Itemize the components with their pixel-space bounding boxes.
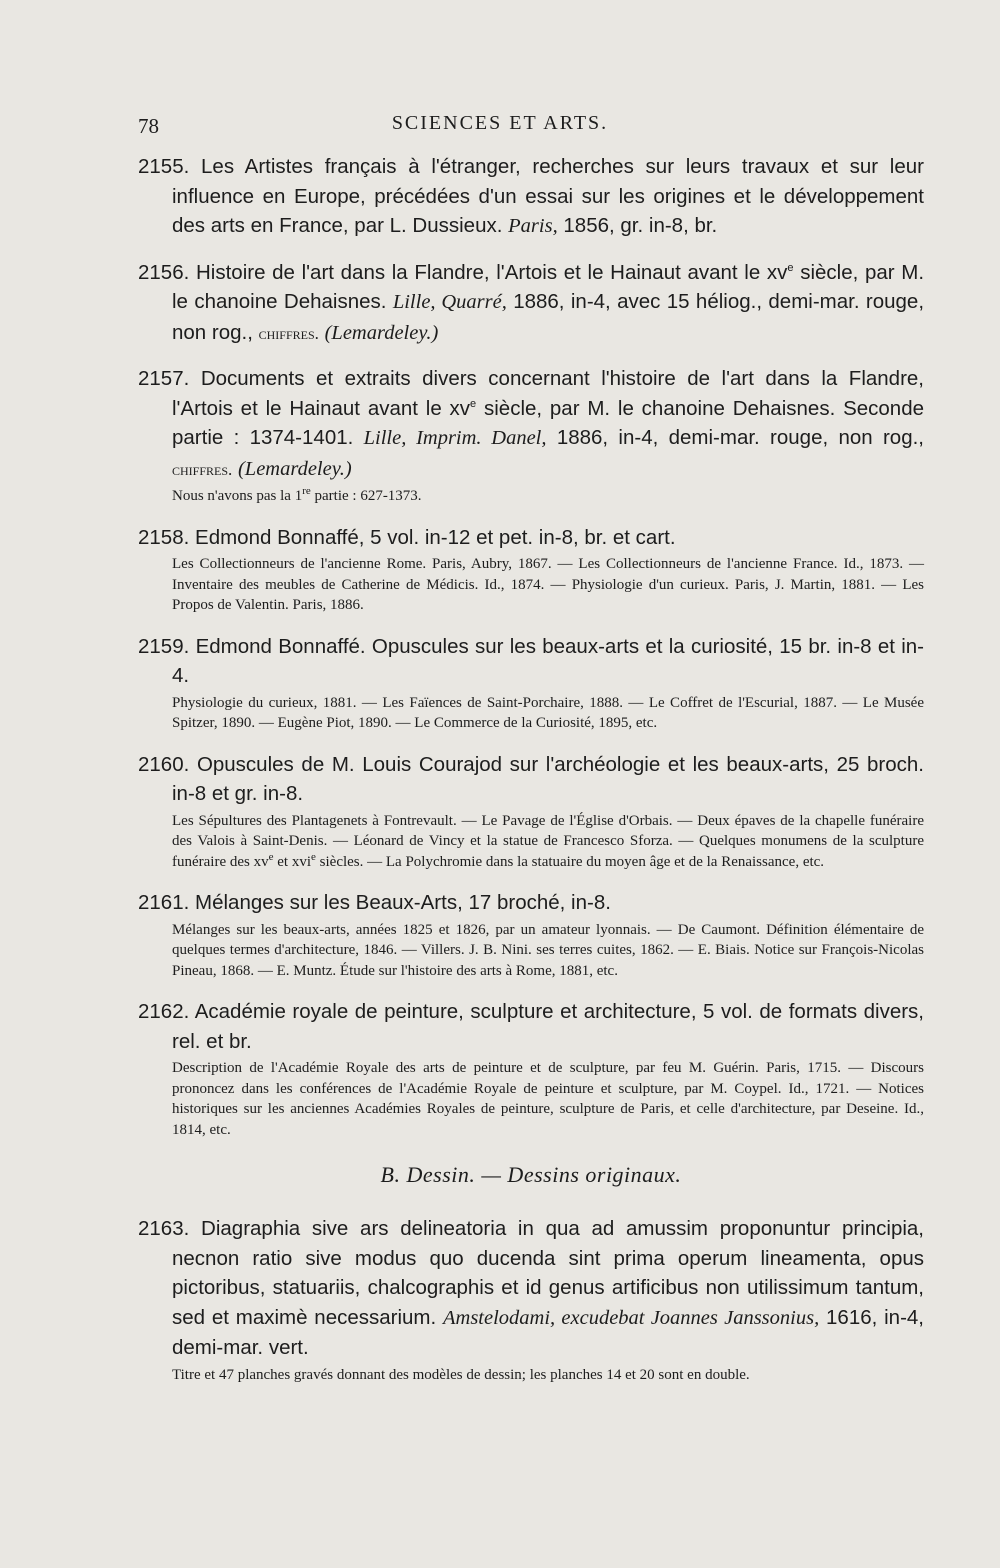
entry-place: Lille, Imprim. Danel, — [363, 427, 547, 449]
entry-2162 — [138, 997, 924, 1140]
entry-note — [138, 811, 924, 873]
entry-place: Lille, Quarré, — [392, 291, 507, 313]
section-heading: B. Dessin. — Dessins originaux. — [380, 1162, 682, 1187]
entry-note: Description de l'Académie Royale des arts de peinture et de sculpture, par feu M. Guérin. Paris, 1715. — Discours prononcez dans les conférences de l'Académie Royale de peinture et sculpture, par M. Coypel. Id., 1721. — Notices historiques sur les anciennes Académies Royales de peinture, sculpture de Paris, et celle d'architecture, par Deseine. Id., 1814, etc. — [172, 1060, 924, 1138]
entry-details: 1886, in-4, avec 15 héliog., demi-mar. rouge, non rog., — [172, 290, 925, 344]
entry-2157 — [138, 364, 924, 507]
binder-name: (Lemardeley.) — [324, 321, 439, 344]
entry-text: siècle, par M. le chanoine Dehaisnes. Seconde partie : 1374-1401. — [172, 396, 924, 449]
entry-title — [138, 888, 924, 918]
note-text: partie : 627-1373. — [314, 488, 422, 504]
entry-number: 2159. — [138, 634, 190, 658]
entry-title — [138, 523, 924, 553]
entry-note: Physiologie du curieux, 1881. — Les Faïences de Saint-Porchaire, 1888. — Le Coffret de l'Escurial, 1887. — Le Musée Spitzer, 1890. — Eugène Piot, 1890. — Le Commerce de la Curiosité, 1895, etc. — [172, 694, 924, 731]
page-header — [138, 112, 862, 142]
note-text: Les Sépultures des Plantagenets à Fontrevault. — Le Pavage de l'Église d'Orbais. — Deux épaves de la chapelle funéraire des Valois à Saint-Denis. — Léonard de Vincy et la statue de Francesco Sforza. — Quelques monumens de la sculpture funéraire des xv — [172, 812, 924, 870]
entry-text: Opuscules de M. Louis Courajod sur l'archéologie et les beaux-arts, 25 broch. in-8 et gr. in-8. — [172, 752, 924, 805]
small-caps-text: chiffres. — [258, 323, 319, 343]
entry-title — [138, 364, 924, 484]
entry-2155 — [138, 152, 924, 242]
entry-details: 1886, in-4, demi-mar. rouge, non rog., — [556, 426, 924, 449]
entry-number: 2155. — [138, 155, 190, 178]
superscript: re — [302, 485, 311, 497]
superscript: e — [470, 397, 477, 410]
entry-note — [138, 486, 924, 507]
entry-text: Les Artistes français à l'étranger, recherches sur leurs travaux et sur leur influence en Europe, précédées d'un essai sur les origines et le développement des arts en France, par L. Dussieux. — [172, 155, 924, 237]
entry-number: 2158. — [138, 525, 190, 549]
entry-title — [138, 750, 924, 809]
entry-place: Paris, — [508, 215, 558, 237]
entry-note: Mélanges sur les beaux-arts, années 1825 et 1826, par un amateur lyonnais. — De Caumont. Définition élémentaire de quelques termes d'architecture, 1846. — Villers. J. B. Nini. ses terres cuites, 1862. — E. Biais. Notice sur François-Nicolas Pineau, 1868. — E. Muntz. Étude sur l'histoire des arts à Rome, 1881, etc. — [172, 921, 924, 979]
entry-details: 1856, gr. in-8, br. — [563, 214, 718, 237]
entry-text: Edmond Bonnaffé. Opuscules sur les beaux-arts et la curiosité, 15 br. in-8 et in-4. — [172, 634, 924, 687]
superscript: e — [311, 850, 316, 863]
entry-number: 2157. — [138, 367, 190, 390]
entry-number: 2160. — [138, 752, 190, 776]
page-number: 78 — [138, 114, 159, 138]
entry-2158 — [138, 523, 924, 616]
entry-text: Académie royale de peinture, sculpture et architecture, 5 vol. de formats divers, rel. et br. — [172, 1000, 924, 1053]
entry-2161 — [138, 888, 924, 981]
entry-text: Mélanges sur les Beaux-Arts, 17 broché, in-8. — [195, 891, 611, 914]
entry-2160 — [138, 750, 924, 873]
entry-place: Amstelodami, excudebat Joannes Janssonius, — [443, 1306, 820, 1329]
running-title: SCIENCES ET ARTS. — [391, 112, 609, 134]
note-text: Nous n'avons pas la 1 — [172, 488, 303, 504]
note-text: et xvi — [277, 853, 312, 870]
entry-2156 — [138, 258, 924, 349]
entry-title — [138, 997, 924, 1056]
entry-2163 — [138, 1214, 924, 1385]
entry-number: 2156. — [138, 260, 190, 284]
entry-note: Titre et 47 planches gravés donnant des modèles de dessin; les planches 14 et 20 sont en double. — [172, 1366, 750, 1383]
entry-number: 2163. — [138, 1217, 190, 1240]
superscript: e — [268, 850, 274, 863]
note-text: siècles. — La Polychromie dans la statuaire du moyen âge et de la Renaissance, etc. — [319, 853, 825, 870]
entry-title — [138, 632, 924, 691]
small-caps-text: chiffres. — [172, 459, 233, 479]
catalog-content — [138, 152, 924, 1401]
entry-text: siècle, par M. le chanoine Dehaisnes. — [172, 260, 925, 313]
binder-name: (Lemardeley.) — [237, 457, 352, 480]
entry-text: Documents et extraits divers concernant l'histoire de l'art dans la Flandre, l'Artois et le Hainaut avant le xv — [172, 367, 925, 420]
entry-title — [138, 258, 924, 349]
entry-number: 2162. — [138, 1000, 190, 1023]
entry-text: Edmond Bonnaffé, 5 vol. in-12 et pet. in-8, br. et cart. — [195, 525, 676, 549]
entry-text: Histoire de l'art dans la Flandre, l'Artois et le Hainaut avant le xv — [195, 260, 788, 284]
entry-details: 1616, in-4, demi-mar. vert. — [172, 1305, 924, 1359]
superscript: e — [787, 261, 794, 274]
entry-text: Diagraphia sive ars delineatoria in qua ad amussim proponuntur principia, necnon ratio sive modus quo ducenda sint prima operum lineamenta, opus pictoribus, statuariis, chalcographis et id genus artificibus non utilissimum tantum, sed et maximè necessarium. — [172, 1217, 925, 1329]
entry-2159 — [138, 632, 924, 734]
entry-title — [138, 1214, 924, 1363]
entry-title — [138, 152, 924, 242]
entry-note: Les Collectionneurs de l'ancienne Rome. Paris, Aubry, 1867. — Les Collectionneurs de l'ancienne France. Id., 1873. — Inventaire des meubles de Catherine de Médicis. Id., 1874. — Physiologie d'un curieux. Paris, J. Martin, 1881. — Les Propos de Valentin. Paris, 1886. — [172, 556, 924, 613]
entry-number: 2161. — [138, 891, 190, 914]
